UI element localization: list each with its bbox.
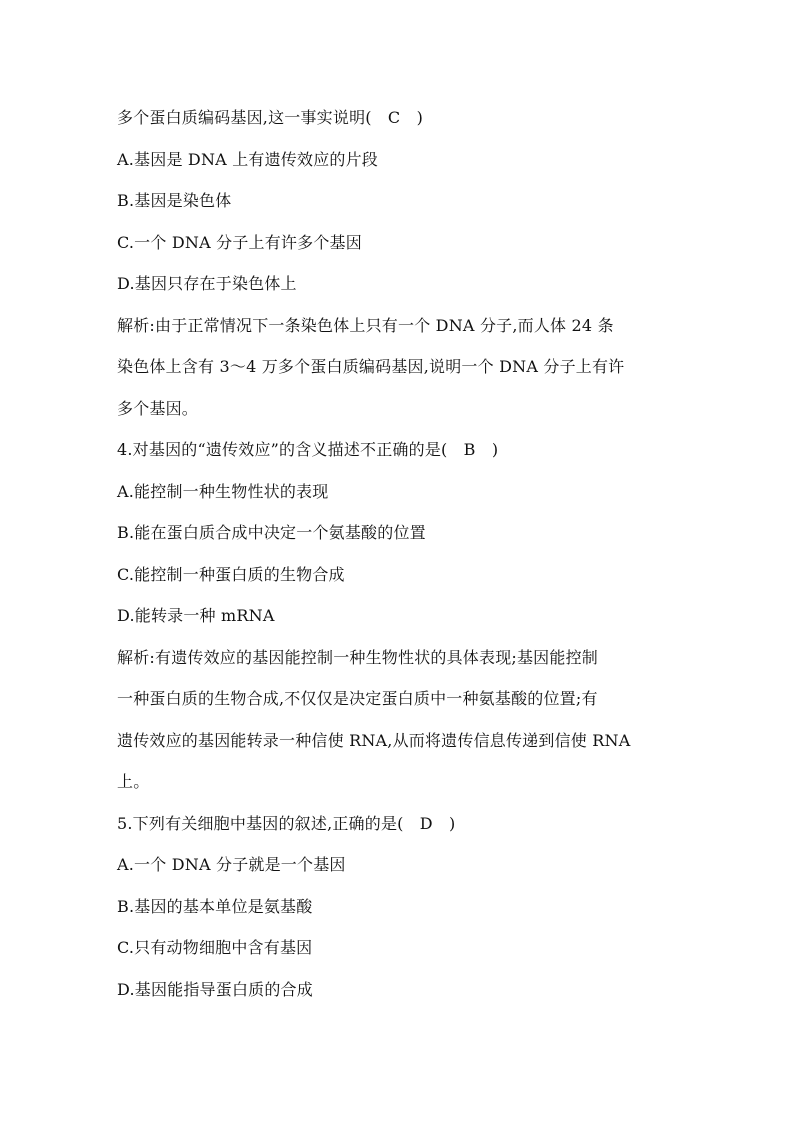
- question-3-option-c: C.一个 DNA 分子上有许多个基因: [117, 233, 362, 252]
- question-4-stem: 4.对基因的“遗传效应”的含义描述不正确的是( B ): [117, 440, 499, 459]
- question-4-analysis-line-4: 上。: [117, 772, 150, 791]
- question-5-stem: 5.下列有关细胞中基因的叙述,正确的是( D ): [117, 814, 456, 833]
- question-4-analysis-line-1: 解析:有遗传效应的基因能控制一种生物性状的具体表现;基因能控制: [117, 648, 598, 667]
- question-4-analysis-line-2: 一种蛋白质的生物合成,不仅仅是决定蛋白质中一种氨基酸的位置;有: [117, 689, 598, 708]
- question-4-option-b: B.能在蛋白质合成中决定一个氨基酸的位置: [117, 523, 426, 542]
- question-4-option-c: C.能控制一种蛋白质的生物合成: [117, 565, 345, 584]
- question-3-analysis-line-1: 解析:由于正常情况下一条染色体上只有一个 DNA 分子,而人体 24 条: [117, 316, 614, 335]
- question-3-option-a: A.基因是 DNA 上有遗传效应的片段: [117, 150, 378, 169]
- question-4-option-d: D.能转录一种 mRNA: [117, 606, 275, 625]
- question-3-analysis-line-2: 染色体上含有 3～4 万多个蛋白质编码基因,说明一个 DNA 分子上有许: [117, 357, 625, 376]
- question-5-option-a: A.一个 DNA 分子就是一个基因: [117, 855, 346, 874]
- question-3-analysis-line-3: 多个基因。: [117, 399, 199, 418]
- question-4-analysis-line-3: 遗传效应的基因能转录一种信使 RNA,从而将遗传信息传递到信使 RNA: [117, 731, 631, 750]
- question-3-option-b: B.基因是染色体: [117, 191, 232, 210]
- question-3-stem-continuation: 多个蛋白质编码基因,这一事实说明( C ): [117, 108, 424, 127]
- question-5-option-d: D.基因能指导蛋白质的合成: [117, 980, 313, 999]
- question-4-option-a: A.能控制一种生物性状的表现: [117, 482, 329, 501]
- question-5-option-b: B.基因的基本单位是氨基酸: [117, 897, 313, 916]
- question-5-option-c: C.只有动物细胞中含有基因: [117, 938, 313, 957]
- question-3-option-d: D.基因只存在于染色体上: [117, 274, 297, 293]
